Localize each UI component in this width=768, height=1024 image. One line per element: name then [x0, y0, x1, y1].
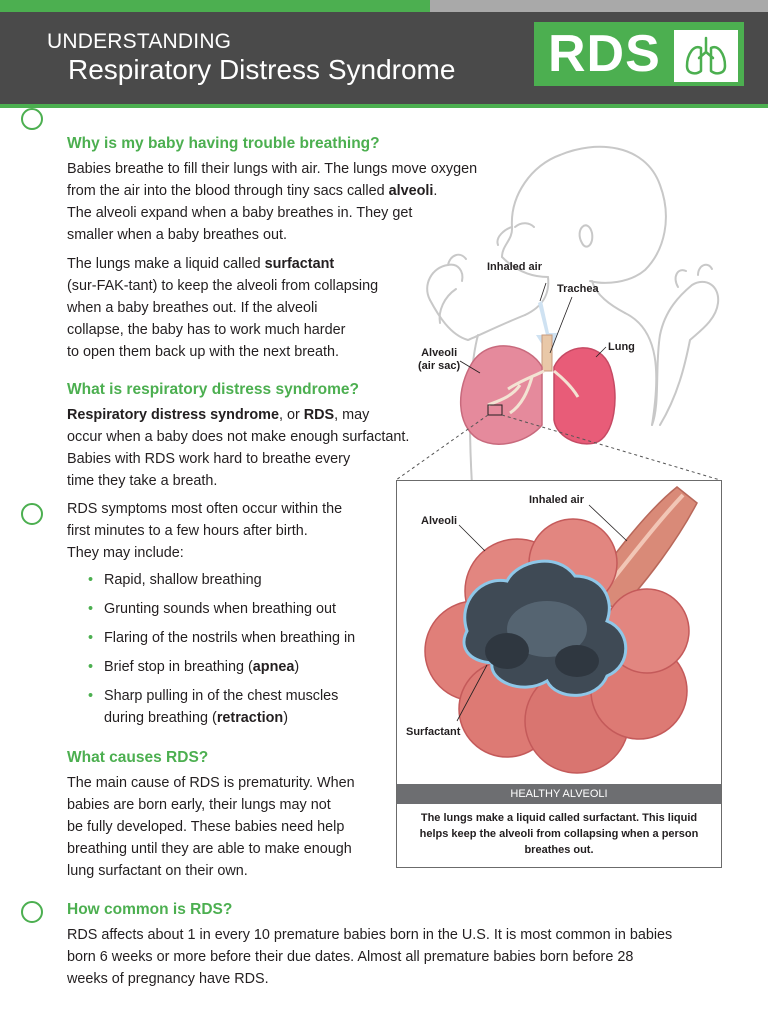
- section-heading-causes: What causes RDS?: [67, 749, 209, 766]
- top-grey-bar: [430, 0, 768, 12]
- label-alveoli-air-sac: Alveoli (air sac): [418, 347, 461, 372]
- header-underline: [0, 104, 768, 108]
- baby-lungs-illustration: [360, 135, 768, 485]
- figure-title-bar: HEALTHY ALVEOLI: [397, 784, 721, 804]
- figure-caption: The lungs make a liquid called surfactant. This liquid helps keep the alveoli from collapsing when a person breathes out.: [419, 812, 699, 856]
- paragraph-rds-definition: Respiratory distress syndrome, or RDS, may occur when a baby does not make enough surfactant. Babies with RDS work hard to breathe every time they take a breath.: [67, 407, 410, 489]
- list-item: • Brief stop in breathing (apnea): [88, 657, 388, 679]
- list-item: • Flaring of the nostrils when breathing in: [88, 628, 388, 650]
- header-supertitle: UNDERSTANDING: [47, 30, 232, 53]
- label-box-alveoli: Alveoli: [421, 515, 458, 527]
- list-item: • Grunting sounds when breathing out: [88, 599, 388, 621]
- label-trachea: Trachea: [557, 283, 599, 295]
- paragraph-breathing-intro: Babies breathe to fill their lungs with air. The lungs move oxygen from the air into the blood through tiny sacs called alveoli. The alveoli expand when a baby breathes in. They get smaller when a baby breathes out.: [67, 161, 478, 243]
- label-lung: Lung: [608, 341, 635, 353]
- symptoms-list: [88, 570, 388, 737]
- lungs-icon: [672, 28, 740, 84]
- section-heading-what-is-rds: What is respiratory distress syndrome?: [67, 381, 360, 398]
- paragraph-how-common: RDS affects about 1 in every 10 premature babies born in the U.S. It is most common in babies born 6 weeks or more before their due dates. Almost all premature babies born before 28 weeks of pregnancy have RDS.: [67, 927, 673, 987]
- label-box-surfactant: Surfactant: [406, 726, 461, 738]
- section-heading-how-common: How common is RDS?: [67, 901, 233, 918]
- rds-badge-text: RDS: [548, 25, 661, 83]
- paragraph-causes: The main cause of RDS is prematurity. When babies are born early, their lungs may not be fully developed. These babies need help breathing until they are able to make enough lung surfactant on their own.: [67, 775, 355, 879]
- list-item: • Rapid, shallow breathing: [88, 570, 388, 592]
- paragraph-surfactant: The lungs make a liquid called surfactant (sur-FAK-tant) to keep the alveoli from collapsing when a baby breathes out. If the alveoli collapse, the baby has to work much harder to open them back up with the next breath.: [67, 256, 379, 360]
- paragraph-symptoms-intro: RDS symptoms most often occur within the first minutes to a few hours after birth. They may include:: [67, 501, 343, 561]
- margin-ring-icon: [21, 108, 43, 130]
- label-inhaled-air: Inhaled air: [487, 261, 543, 273]
- page-title: Respiratory Distress Syndrome: [68, 54, 456, 85]
- margin-ring-icon: [21, 503, 43, 525]
- top-accent-bar: [0, 0, 430, 12]
- label-box-inhaled-air: Inhaled air: [529, 494, 585, 506]
- section-heading-trouble-breathing: Why is my baby having trouble breathing?: [67, 135, 380, 152]
- margin-ring-icon: [21, 901, 43, 923]
- list-item: • Sharp pulling in of the chest muscles during breathing (retraction): [88, 686, 388, 729]
